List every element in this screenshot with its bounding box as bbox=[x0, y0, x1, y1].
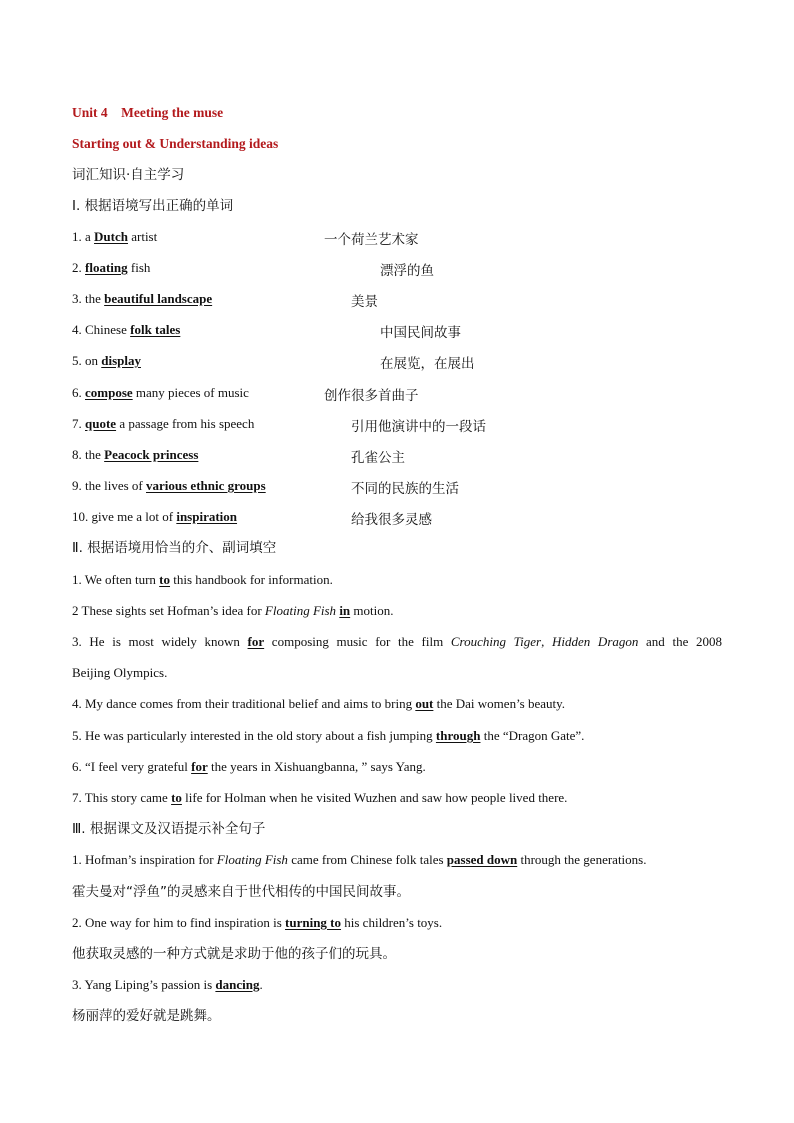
answer: folk tales bbox=[130, 322, 181, 337]
vocab-item: 1. a Dutch artist bbox=[72, 229, 158, 244]
vocab-gloss: 孔雀公主 bbox=[351, 450, 405, 466]
vocab-gloss: 不同的民族的生活 bbox=[351, 481, 459, 497]
vocab-item: 10. give me a lot of inspiration bbox=[72, 509, 238, 524]
vocab-gloss: 美景 bbox=[351, 294, 378, 310]
vocab-item: 6. compose many pieces of music bbox=[72, 385, 249, 400]
complete-sentence: 1. Hofman’s inspiration for Floating Fish came from Chinese folk tales passed down through the generations. bbox=[72, 852, 647, 867]
chinese-hint: 杨丽萍的爱好就是跳舞。 bbox=[72, 1008, 221, 1024]
vocab-gloss: 一个荷兰艺术家 bbox=[324, 232, 419, 248]
lesson-subtitle: Starting out & Understanding ideas bbox=[72, 136, 279, 151]
section3-heading: Ⅲ. 根据课文及汉语提示补全句子 bbox=[72, 821, 266, 837]
answer: inspiration bbox=[176, 509, 238, 524]
section-intro: 词汇知识·自主学习 bbox=[72, 167, 185, 183]
fill-sentence: 1. We often turn to this handbook for information. bbox=[72, 572, 333, 587]
unit-title: Unit 4 Meeting the muse bbox=[72, 105, 224, 120]
vocab-gloss: 中国民间故事 bbox=[380, 325, 461, 341]
answer: Dutch bbox=[94, 229, 128, 244]
fill-sentence: 7. This story came to life for Holman when he visited Wuzhen and saw how people lived there. bbox=[72, 790, 568, 805]
answer: through bbox=[435, 728, 481, 743]
answer: turning to bbox=[285, 915, 342, 930]
fill-sentence-continuation: Beijing Olympics. bbox=[72, 665, 168, 680]
answer: for bbox=[247, 634, 265, 649]
vocab-gloss: 在展览，在展出 bbox=[380, 356, 475, 372]
vocab-item: 7. quote a passage from his speech bbox=[72, 416, 255, 431]
fill-sentence: 2 These sights set Hofman’s idea for Floating Fish in motion. bbox=[72, 603, 394, 618]
vocab-item: 3. the beautiful landscape bbox=[72, 291, 213, 306]
answer: beautiful landscape bbox=[104, 291, 213, 306]
answer: in bbox=[339, 603, 351, 618]
fill-sentence: 3. He is most widely known for composing music for the film Crouching Tiger, Hidden Dragon and the 2008 bbox=[72, 634, 722, 649]
answer: to bbox=[159, 572, 171, 587]
fill-sentence: 5. He was particularly interested in the old story about a fish jumping through the “Dragon Gate”. bbox=[72, 728, 585, 743]
answer: dancing bbox=[215, 977, 260, 992]
vocab-item: 5. on display bbox=[72, 353, 141, 368]
vocab-item: 2. floating fish bbox=[72, 260, 151, 275]
answer: quote bbox=[85, 416, 117, 431]
vocab-gloss: 漂浮的鱼 bbox=[380, 263, 434, 279]
answer: to bbox=[171, 790, 182, 805]
answer: compose bbox=[85, 385, 133, 400]
chinese-hint: 霍夫曼对“浮鱼”的灵感来自于世代相传的中国民间故事。 bbox=[72, 884, 410, 900]
vocab-gloss: 给我很多灵感 bbox=[351, 512, 432, 528]
answer: display bbox=[101, 353, 141, 368]
complete-sentence: 2. One way for him to find inspiration is turning to his children’s toys. bbox=[72, 915, 443, 930]
vocab-gloss: 创作很多首曲子 bbox=[324, 388, 419, 404]
vocab-gloss: 引用他演讲中的一段话 bbox=[351, 419, 486, 435]
answer: various ethnic groups bbox=[146, 478, 266, 493]
vocab-item: 9. the lives of various ethnic groups bbox=[72, 478, 266, 493]
vocab-item: 8. the Peacock princess bbox=[72, 447, 199, 462]
answer: for bbox=[191, 759, 208, 774]
chinese-hint: 他获取灵感的一种方式就是求助于他的孩子们的玩具。 bbox=[72, 946, 396, 962]
answer: out bbox=[415, 696, 434, 711]
answer: floating bbox=[85, 260, 128, 275]
answer: Peacock princess bbox=[104, 447, 199, 462]
answer: passed down bbox=[446, 852, 518, 867]
fill-sentence: 6. “I feel very grateful for the years in Xishuangbanna, ” says Yang. bbox=[72, 759, 426, 774]
vocab-item: 4. Chinese folk tales bbox=[72, 322, 181, 337]
section1-heading: Ⅰ. 根据语境写出正确的单词 bbox=[72, 198, 234, 214]
complete-sentence: 3. Yang Liping’s passion is dancing. bbox=[72, 977, 263, 992]
section2-heading: Ⅱ. 根据语境用恰当的介、副词填空 bbox=[72, 540, 277, 556]
fill-sentence: 4. My dance comes from their traditional belief and aims to bring out the Dai women’s beauty. bbox=[72, 696, 566, 711]
